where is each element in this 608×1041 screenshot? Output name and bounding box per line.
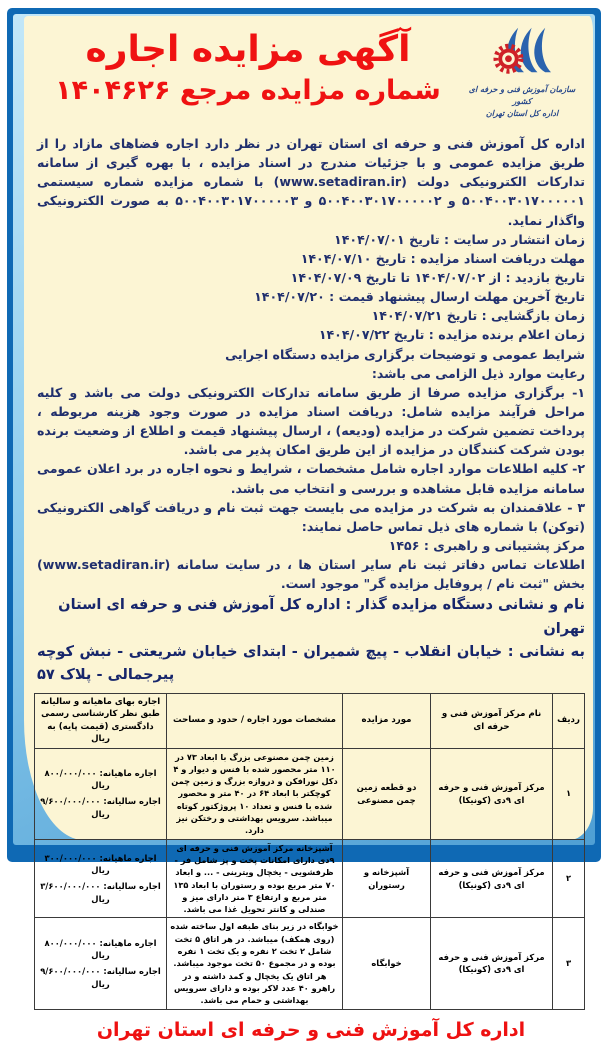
condition-item: ۳ - علاقمندان به شرکت در مزایده می بایست جهت ثبت نام و دریافت گواهی الکترونیکی (توکن) با شماره های ذیل تماس حاصل نمایند: [37,499,585,534]
table-row [35,839,585,918]
cell-specifications: زمین چمن مصنوعی بزرگ با ابعاد ۷۳ در ۱۱۰ متر محصور شده با فنس و دیوار و ۴ دکل نورافکن و دروازه بزرگ و زمین چمن کوچکتر با ابعاد ۶۴ در ۴۰ متر و محصور شده با فنس و تعداد ۱۰ پروژکتور کوتاه میباشد. سرویس بهداشتی و رختکن نیز دارد. [167,748,343,839]
schedule-list [37,230,585,345]
rent-yearly: اجاره سالیانه: ۳/۶۰۰/۰۰۰/۰۰۰ ریال [40,881,161,904]
cell-specifications: آشپزخانه مرکز آموزش فنی و حرفه ای ۹دی دارای امکانات پخت و پز شامل فر - ظرفشویی - یخچال ویترینی - ... و ابعاد ۷۰ متر مربع بوده و رستوران با ابعاد ۱۳۵ متر مربع و ارتفاع ۳ متر دارای میز و صندلی و کانتر تحویل غذا می باشد. [167,839,343,918]
contact-list [37,536,585,593]
cell-auction-item: آشپزخانه و رستوران [343,839,431,918]
contact-line: مرکز پشتیبانی و راهبری : ۱۴۵۶ [388,537,585,553]
schedule-line: زمان انتشار در سایت : تاریخ ۱۴۰۴/۰۷/۰۱ [334,231,585,247]
table-header-cell: مشخصات مورد اجاره / حدود و مساحت [167,693,343,748]
rent-yearly: اجاره سالیانه: ۹/۶۰۰/۰۰۰/۰۰۰ ریال [40,965,161,989]
blue-frame [7,8,601,1041]
auction-table [34,693,585,1010]
conditions-list [37,383,585,536]
notice-title: آگهی مزایده اجاره [85,29,411,70]
cell-row-number: ۱ [553,748,585,839]
intro-paragraph: اداره کل آموزش فنی و حرفه ای استان تهران در نظر دارد اجاره فضاهای مازاد را از طریق مزایده عمومی و با جزئیات مندرج در اسناد مزایده ، با بهره گیری از سامانه تدارکات الکترونیکی دولت (www.setadiran.ir) با شماره مزایده شماره سیستمی ۵۰۰۴۰۰۳۰۱۷۰۰۰۰۰۱ و ۵۰۰۴۰۰۳۰۱۷۰۰۰۰۰۲ و ۵۰۰۴۰۰۳۰۱۷۰۰۰۰۰۳ به صورت الکترونیکی واگذار نماید. [37,136,586,228]
rent-yearly: اجاره سالیانه: ۹/۶۰۰/۰۰۰/۰۰۰ ریال [40,796,161,819]
table-header-row [35,693,585,748]
auctioneer-address-line: به نشانی : خیابان انقلاب - پیچ شمیران - ابتدای خیابان شریعتی - نبش کوچه پیرجمالی - پلاک ۵۷ [37,643,585,684]
schedule-line: زمان بازگشایی : تاریخ ۱۴۰۴/۰۷/۲۱ [371,308,585,324]
cell-row-number: ۳ [553,918,585,1009]
table-header-cell: ردیف [553,693,585,748]
organization-emblem-icon [483,22,561,80]
table-header-cell: نام مرکز آموزش فنی و حرفه ای [431,693,553,748]
cell-rent [35,918,167,1009]
condition-item: ۲- کلیه اطلاعات موارد اجاره شامل مشخصات ، شرایط و نحوه اجاره در برد اعلان عمومی سامانه مزایده قابل مشاهده و بررسی و انتخاب می باشد. [37,461,585,496]
rent-monthly: اجاره ماهیانه: ۸۰۰/۰۰۰/۰۰۰ ریال [44,937,157,961]
condition-item: ۱- برگزاری مزایده صرفا از طریق سامانه تدارکات الکترونیکی دولت می باشد و کلیه مراحل فرآیند مزایده شامل: دریافت اسناد مزایده در صورت وجود هزینه مربوطه ، پرداخت تضمین شرکت در مزایده (ودیعه) ، ارسال پیشنهاد قیمت و اطلاع از وضعیت برنده بودن شرکت کنندگان در مزایده از این طریق امکان پذیر می باشد. [37,384,585,458]
title-block [37,18,459,108]
schedule-line: تاریخ آخرین مهلت ارسال پیشنهاد قیمت : ۱۴۰۴/۰۷/۲۰ [254,289,585,305]
rent-monthly: اجاره ماهیانه: ۸۰۰/۰۰۰/۰۰۰ ریال [44,767,157,791]
table-row [35,918,585,1009]
schedule-line: مهلت دریافت اسناد مزایده : تاریخ ۱۴۰۴/۰۷/۱۰ [300,250,585,266]
cell-rent [35,839,167,918]
table-header-cell: اجاره بهای ماهیانه و سالیانه طبق نظر کارشناسی رسمی دادگستری (قیمت پایه) به ریال [35,693,167,748]
contact-line: اطلاعات تماس دفاتر ثبت نام سایر استان ها ، در سایت سامانه (www.setadiran.ir) بخش "ثبت نام / پروفایل مزایده گر" موجود است. [37,557,585,592]
table-header-cell: مورد مزایده [343,693,431,748]
schedule-line: تاریخ بازدید : از ۱۴۰۴/۰۷/۰۲ تا تاریخ ۱۴۰۴/۰۷/۰۹ [290,269,585,285]
cell-center-name: مرکز آموزش فنی و حرفه ای ۹دی (کونیکا) [431,748,553,839]
organization-department: اداره کل استان تهران [485,109,559,118]
table-body [35,748,585,1009]
conditions-subtitle: رعایت موارد ذیل الزامی می باشد: [371,365,585,381]
cell-row-number: ۲ [553,839,585,918]
cell-auction-item: دو قطعه زمین چمن مصنوعی [343,748,431,839]
conditions-title: شرایط عمومی و توضیحات برگزاری مزایده دستگاه اجرایی [225,346,585,362]
auctioneer-name-line: نام و نشانی دستگاه مزایده گذار : اداره کل آموزش فنی و حرفه ای استان تهران [58,596,585,637]
footer-title: اداره کل آموزش فنی و حرفه ای استان تهران [96,1018,526,1041]
schedule-line: زمان اعلام برنده مزایده : تاریخ ۱۴۰۴/۰۷/۲۲ [318,327,585,343]
cell-auction-item: خوابگاه [343,918,431,1009]
notice-content [37,18,586,1041]
cell-rent [35,748,167,839]
cell-specifications: خوابگاه در زیر بنای طبقه اول ساخته شده (روی همکف) میباشد. در هر اتاق ۵ تخت شامل ۲ تخت ۲ نفره و یک تخت ۱ نفره بوده و در مجموع ۵۰ تخت موجود میباشد. هر اتاق یک یخچال و کمد داشته و در راهرو ۴۰ عدد لاکر بوده و دارای سرویس بهداشتی و حمام می باشد. [167,918,343,1009]
light-blue-backdrop [13,14,595,1041]
cell-center-name: مرکز آموزش فنی و حرفه ای ۹دی (کونیکا) [431,918,553,1009]
table-row [35,748,585,839]
cell-center-name: مرکز آموزش فنی و حرفه ای ۹دی (کونیکا) [431,839,553,918]
organization-logo [459,18,585,120]
organization-name: سازمان آموزش فنی و حرفه ای کشور [468,85,576,106]
rent-monthly: اجاره ماهیانه: ۳۰۰/۰۰۰/۰۰۰ ریال [44,852,157,876]
notice-reference-number: شماره مزایده مرجع ۱۴۰۴۶۲۶ [55,75,441,107]
header [37,18,585,134]
